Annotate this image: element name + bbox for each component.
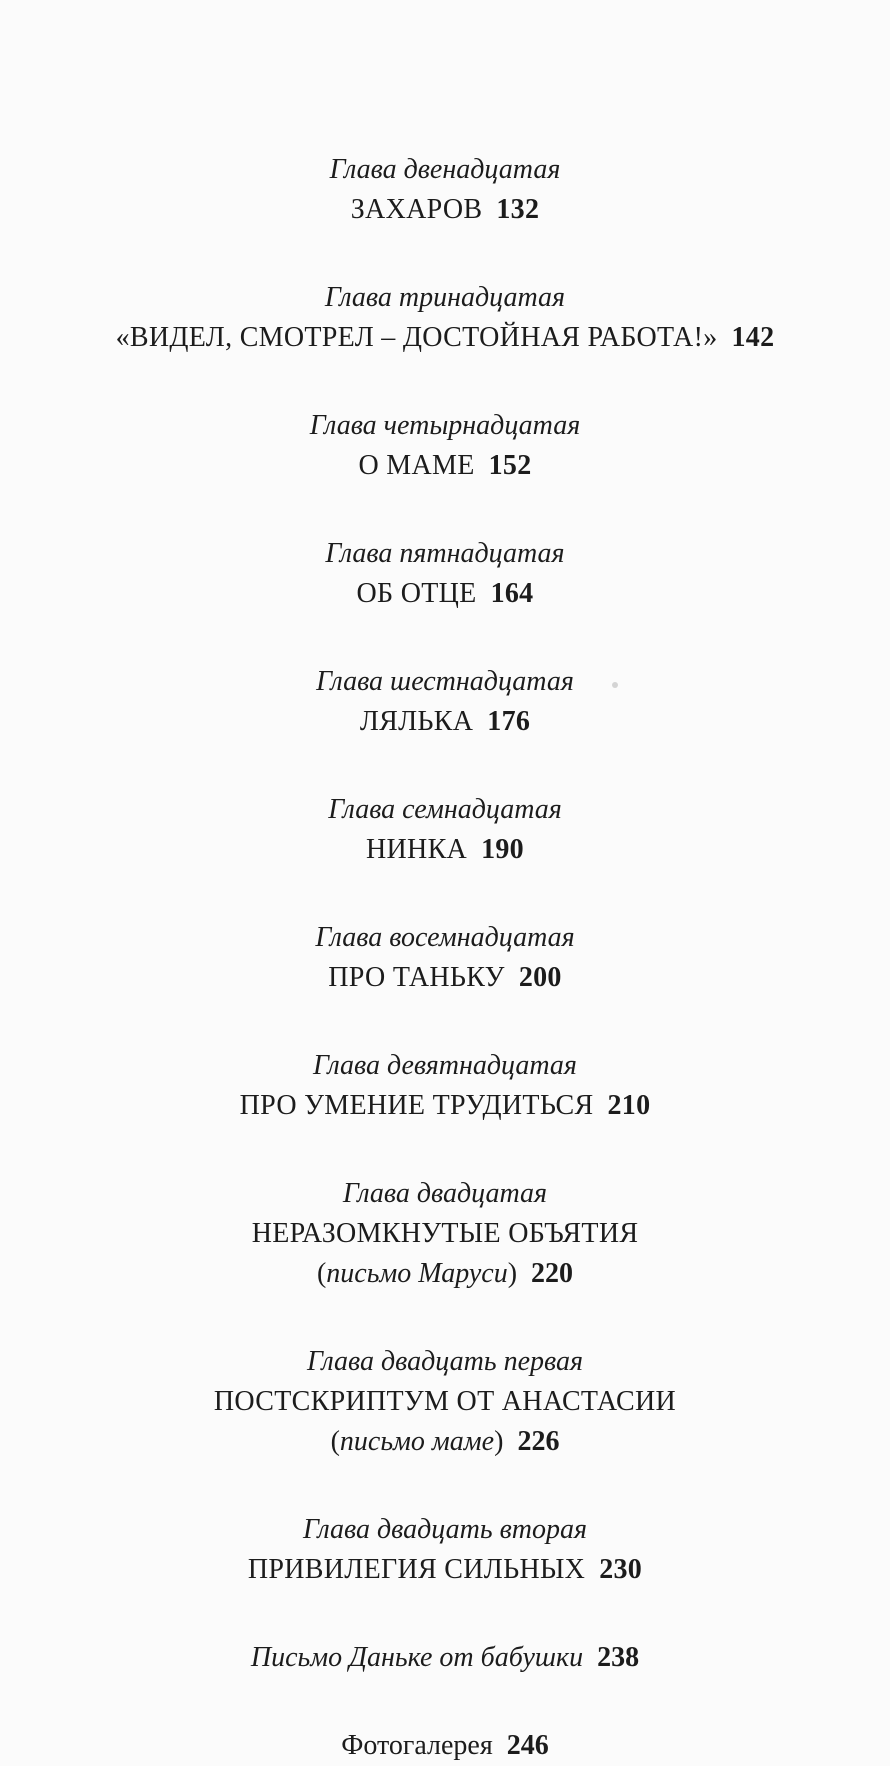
toc-entry-14 — [0, 406, 890, 486]
page-number: 230 — [599, 1554, 643, 1585]
chapter-subtitle-line: (письмо маме) 226 — [330, 1426, 560, 1457]
toc-entry-19 — [0, 1046, 890, 1126]
chapter-subtitle-line: (письмо Маруси) 220 — [316, 1258, 574, 1289]
chapter-title: О МАМЕ — [358, 450, 475, 481]
page-number: 132 — [496, 194, 540, 225]
chapter-title-line — [0, 1550, 890, 1590]
toc-entry-16 — [0, 662, 890, 742]
chapter-title: ЗАХАРОВ — [350, 194, 483, 225]
page-number: 190 — [481, 834, 524, 865]
chapter-title: ПОСТСКРИПТУМ ОТ АНАСТАСИИ — [213, 1386, 677, 1417]
page-number: 200 — [518, 962, 562, 993]
chapter-subtitle: письмо маме — [339, 1426, 495, 1457]
chapter-title: «ВИДЕЛ, СМОТРЕЛ – ДОСТОЙНАЯ РАБОТА!» — [115, 322, 718, 353]
gallery-title: Фотогалерея — [341, 1730, 493, 1761]
chapter-title-line — [0, 446, 890, 486]
page-number: 164 — [490, 578, 534, 609]
chapter-title: ЛЯЛЬКА — [359, 706, 474, 737]
chapter-label: Глава пятнадцатая — [325, 538, 565, 569]
paper-speck — [612, 682, 618, 688]
chapter-title-line — [0, 190, 890, 230]
toc-entry-18 — [0, 918, 890, 998]
chapter-label: Глава четырнадцатая — [309, 410, 581, 441]
toc-entry-21 — [0, 1342, 890, 1462]
toc-entry-17 — [0, 790, 890, 870]
chapter-title-line — [0, 1086, 890, 1126]
chapter-title: ПРИВИЛЕГИЯ СИЛЬНЫХ — [247, 1554, 586, 1585]
toc-entry-22 — [0, 1510, 890, 1590]
chapter-label: Глава двенадцатая — [329, 154, 561, 185]
letter-title: Письмо Даньке от бабушки — [250, 1642, 584, 1673]
letter-line — [0, 1638, 890, 1678]
chapter-label: Глава двадцать вторая — [303, 1514, 587, 1545]
chapter-title: ОБ ОТЦЕ — [356, 578, 477, 609]
table-of-contents — [0, 150, 890, 1766]
chapter-title-line — [0, 318, 890, 358]
page-number: 142 — [731, 322, 775, 353]
chapter-label: Глава семнадцатая — [328, 794, 562, 825]
chapter-title: ПРО ТАНЬКУ — [328, 962, 505, 993]
toc-entry-gallery — [0, 1726, 890, 1766]
toc-entry-13 — [0, 278, 890, 358]
toc-entry-20 — [0, 1174, 890, 1294]
chapter-title-line — [0, 958, 890, 998]
chapter-subtitle: письмо Маруси — [326, 1258, 508, 1289]
chapter-label: Глава шестнадцатая — [316, 666, 574, 697]
gallery-line — [0, 1726, 890, 1766]
chapter-title: НЕРАЗОМКНУТЫЕ ОБЪЯТИЯ — [251, 1218, 639, 1249]
page-number: 220 — [531, 1258, 574, 1289]
page-number: 210 — [607, 1090, 651, 1121]
page-number: 246 — [506, 1730, 549, 1761]
chapter-label: Глава тринадцатая — [324, 282, 566, 313]
chapter-title-line — [0, 830, 890, 870]
chapter-label: Глава двадцать первая — [307, 1346, 583, 1377]
chapter-title-line — [0, 702, 890, 742]
page-number: 226 — [517, 1426, 560, 1457]
page-number: 176 — [487, 706, 531, 737]
chapter-title: НИНКА — [366, 834, 468, 865]
toc-entry-12 — [0, 150, 890, 230]
page-number: 238 — [597, 1642, 640, 1673]
chapter-title: ПРО УМЕНИЕ ТРУДИТЬСЯ — [239, 1090, 594, 1121]
toc-entry-15 — [0, 534, 890, 614]
chapter-title-line — [0, 574, 890, 614]
chapter-label: Глава восемнадцатая — [315, 922, 575, 953]
chapter-label: Глава двадцатая — [342, 1178, 548, 1209]
page-number: 152 — [488, 450, 532, 481]
chapter-label: Глава девятнадцатая — [313, 1050, 577, 1081]
toc-entry-letter — [0, 1638, 890, 1678]
